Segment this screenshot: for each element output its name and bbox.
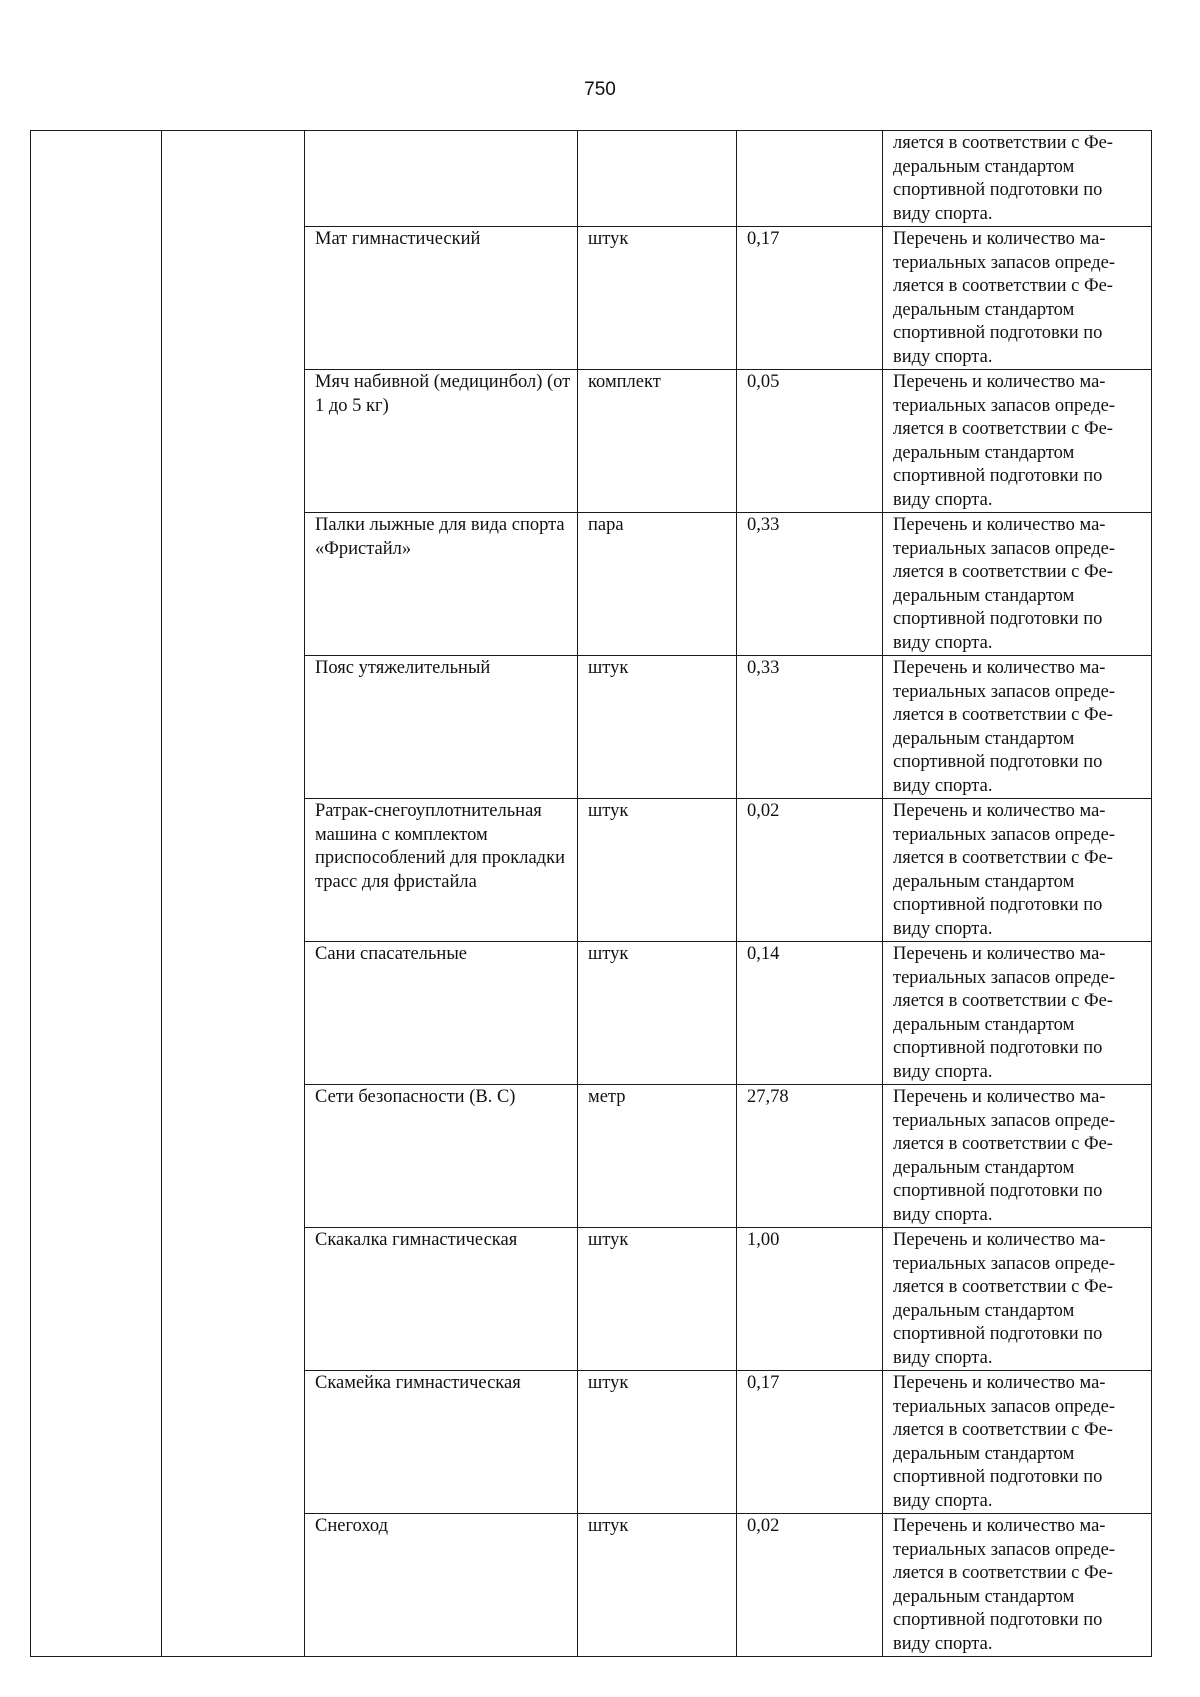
table-cell-qty: 27,78	[737, 1085, 883, 1228]
note-line: Перечень и количество ма-	[893, 372, 1106, 392]
note-line: деральным стандартом	[893, 1443, 1075, 1464]
note-line: виду спорта.	[893, 1061, 993, 1082]
table-cell-unit: штук	[578, 1228, 737, 1371]
table-cell-name: Палки лыжные для вида спорта «Фристайл»	[305, 513, 578, 656]
table-cell-unit: штук	[578, 942, 737, 1085]
note-line: спортивной подготовки по	[893, 1610, 1103, 1630]
note-line: териальных запасов опреде-	[893, 252, 1116, 273]
table-cell-qty: 0,02	[737, 799, 883, 942]
note-line: деральным стандартом	[893, 442, 1075, 463]
table-cell-qty: 0,14	[737, 942, 883, 1085]
note-line: спортивной подготовки по	[893, 466, 1103, 486]
note-line: виду спорта.	[893, 918, 993, 939]
note-line: Перечень и количество ма-	[893, 515, 1106, 535]
table-cell-unit: штук	[578, 227, 737, 370]
table-cell-note	[883, 131, 1152, 227]
note-line: ляется в соответствии с Фе-	[893, 1277, 1113, 1297]
table-cell-unit: штук	[578, 1514, 737, 1657]
note-line: териальных запасов опреде-	[893, 824, 1116, 845]
note-line: виду спорта.	[893, 203, 993, 224]
table-cell-name: Снегоход	[305, 1514, 578, 1657]
table-cell-name: Ратрак-снегоуплотнительная машина с комплектом приспособлений для прокладки трасс для фристайла	[305, 799, 578, 942]
table-cell-qty: 0,02	[737, 1514, 883, 1657]
note-line: Перечень и количество ма-	[893, 801, 1106, 821]
note-line: спортивной подготовки по	[893, 323, 1103, 343]
note-line: виду спорта.	[893, 1347, 993, 1368]
note-line: деральным стандартом	[893, 1586, 1075, 1607]
note-line: Перечень и количество ма-	[893, 229, 1106, 249]
note-line: ляется в соответствии с Фе-	[893, 562, 1113, 582]
table-cell-note	[883, 656, 1152, 799]
note-line: Перечень и количество ма-	[893, 1230, 1106, 1250]
note-line: виду спорта.	[893, 1633, 993, 1654]
note-line: виду спорта.	[893, 1490, 993, 1511]
table-cell-unit: штук	[578, 656, 737, 799]
note-line: виду спорта.	[893, 346, 993, 367]
note-line: Перечень и количество ма-	[893, 944, 1106, 964]
table-cell-qty: 1,00	[737, 1228, 883, 1371]
table-cell-name: Сети безопасности (В. С)	[305, 1085, 578, 1228]
note-line: Перечень и количество ма-	[893, 1087, 1106, 1107]
table-cell-unit: штук	[578, 799, 737, 942]
table-cell-name: Мяч набивной (медицинбол) (от 1 до 5 кг)	[305, 370, 578, 513]
table-cell-unit: метр	[578, 1085, 737, 1228]
table-cell-note	[883, 1371, 1152, 1514]
table-cell-note	[883, 799, 1152, 942]
note-line: ляется в соответствии с Фе-	[893, 276, 1113, 296]
note-line: ляется в соответствии с Фе-	[893, 419, 1113, 439]
table-cell-name	[305, 131, 578, 227]
table-cell-name: Мат гимнастический	[305, 227, 578, 370]
table-cell-note	[883, 370, 1152, 513]
table-cell-qty	[737, 131, 883, 227]
note-line: ляется в соответствии с Фе-	[893, 991, 1113, 1011]
note-line: виду спорта.	[893, 1204, 993, 1225]
table-cell-name: Сани спасательные	[305, 942, 578, 1085]
page-number: 750	[584, 79, 616, 100]
table-cell-note	[883, 1514, 1152, 1657]
note-line: деральным стандартом	[893, 728, 1075, 749]
note-line: виду спорта.	[893, 489, 993, 510]
note-line: териальных запасов опреде-	[893, 395, 1116, 416]
note-line: спортивной подготовки по	[893, 609, 1103, 629]
note-line: деральным стандартом	[893, 871, 1075, 892]
table-cell-qty: 0,17	[737, 227, 883, 370]
note-line: ляется в соответствии с Фе-	[893, 1134, 1113, 1154]
note-line: деральным стандартом	[893, 1157, 1075, 1178]
note-line: деральным стандартом	[893, 1014, 1075, 1035]
note-line: териальных запасов опреде-	[893, 967, 1116, 988]
note-line: виду спорта.	[893, 775, 993, 796]
note-line: спортивной подготовки по	[893, 180, 1103, 200]
note-line: Перечень и количество ма-	[893, 1373, 1106, 1393]
table-cell-qty: 0,33	[737, 513, 883, 656]
note-line: деральным стандартом	[893, 156, 1075, 177]
equipment-table	[30, 130, 1152, 1657]
note-line: териальных запасов опреде-	[893, 1110, 1116, 1131]
note-line: териальных запасов опреде-	[893, 681, 1116, 702]
table-cell-name: Скамейка гимнастическая	[305, 1371, 578, 1514]
note-line: ляется в соответствии с Фе-	[893, 133, 1113, 153]
note-line: териальных запасов опреде-	[893, 538, 1116, 559]
note-line: деральным стандартом	[893, 1300, 1075, 1321]
note-line: спортивной подготовки по	[893, 1467, 1103, 1487]
table-cell-name: Скакалка гимнастическая	[305, 1228, 578, 1371]
table-cell-unit: комплект	[578, 370, 737, 513]
note-line: ляется в соответствии с Фе-	[893, 848, 1113, 868]
table-cell-col1	[31, 131, 162, 1657]
note-line: ляется в соответствии с Фе-	[893, 1420, 1113, 1440]
table-cell-unit	[578, 131, 737, 227]
table-cell-qty: 0,33	[737, 656, 883, 799]
table-cell-qty: 0,17	[737, 1371, 883, 1514]
table-body	[31, 131, 1152, 1657]
table-cell-note	[883, 227, 1152, 370]
note-line: ляется в соответствии с Фе-	[893, 1563, 1113, 1583]
note-line: Перечень и количество ма-	[893, 658, 1106, 678]
note-line: спортивной подготовки по	[893, 752, 1103, 772]
table-cell-note	[883, 513, 1152, 656]
note-line: деральным стандартом	[893, 585, 1075, 606]
table-cell-col2	[162, 131, 305, 1657]
table-cell-note	[883, 1228, 1152, 1371]
note-line: Перечень и количество ма-	[893, 1516, 1106, 1536]
note-line: спортивной подготовки по	[893, 1038, 1103, 1058]
note-line: спортивной подготовки по	[893, 1181, 1103, 1201]
note-line: спортивной подготовки по	[893, 895, 1103, 915]
note-line: виду спорта.	[893, 632, 993, 653]
note-line: деральным стандартом	[893, 299, 1075, 320]
note-line: спортивной подготовки по	[893, 1324, 1103, 1344]
note-line: ляется в соответствии с Фе-	[893, 705, 1113, 725]
table-cell-unit: пара	[578, 513, 737, 656]
note-line: териальных запасов опреде-	[893, 1539, 1116, 1560]
table-cell-name: Пояс утяжелительный	[305, 656, 578, 799]
note-line: териальных запасов опреде-	[893, 1396, 1116, 1417]
table-cell-note	[883, 1085, 1152, 1228]
table-cell-unit: штук	[578, 1371, 737, 1514]
table-cell-note	[883, 942, 1152, 1085]
table-cell-qty: 0,05	[737, 370, 883, 513]
note-line: териальных запасов опреде-	[893, 1253, 1116, 1274]
continued-row	[31, 131, 1152, 227]
